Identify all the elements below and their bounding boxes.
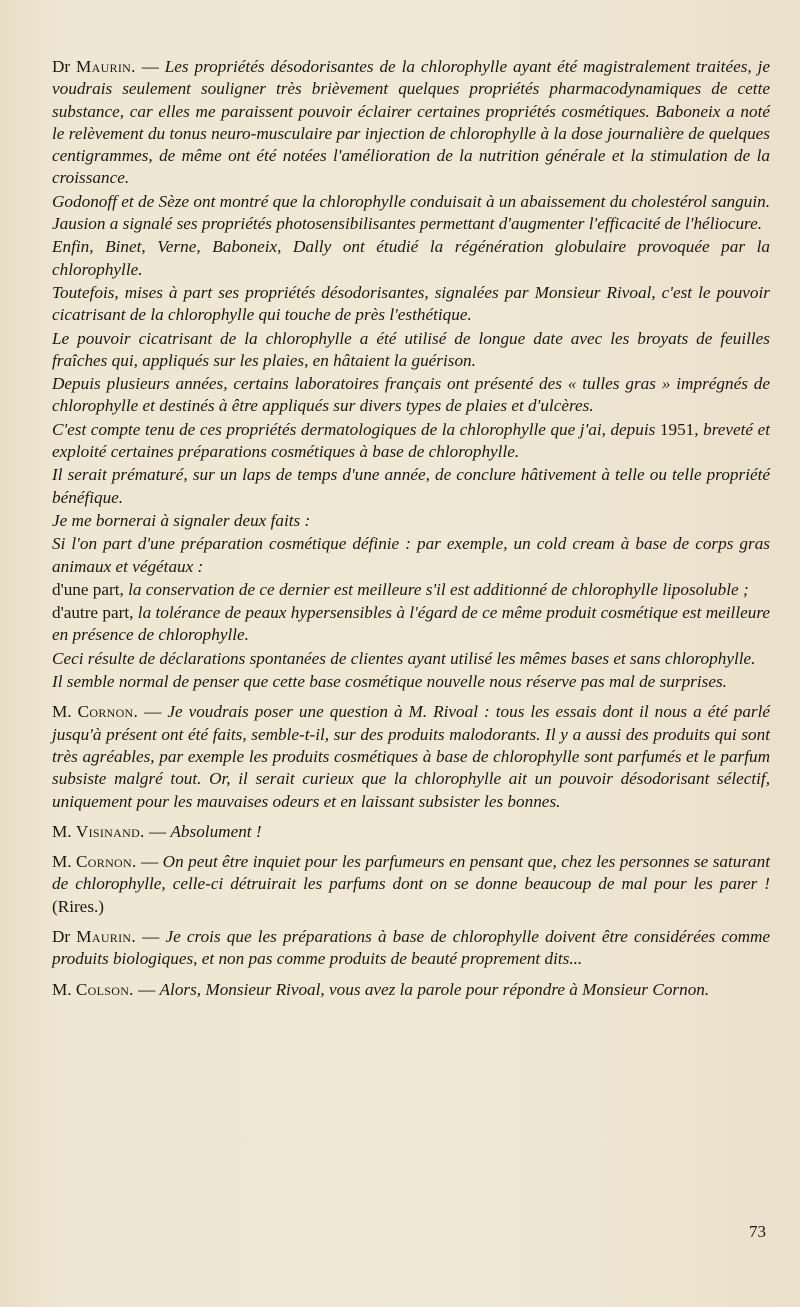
paragraph-cornon-2: M. Cornon. — On peut être inquiet pour les parfumeurs en pensant que, chez les personnes se saturant de chlorophylle, celle-ci détruirait les parfums dont on se donne beaucoup de mal pour les parer ! (Rires.) (52, 852, 770, 916)
paragraph: Ceci résulte de déclarations spontanées de clientes ayant utilisé les mêmes bases et sans chlorophylle. (52, 648, 756, 668)
paragraph: Il serait prématuré, sur un laps de temps d'une année, de conclure hâtivement à telle ou telle propriété bénéfique. (52, 465, 770, 507)
paragraph: Il semble normal de penser que cette base cosmétique nouvelle nous réserve pas mal de surprises. (52, 672, 727, 692)
speaker-title: M. (52, 979, 72, 999)
speaker-name: Colson. (75, 979, 134, 999)
paragraph-colson: M. Colson. — Alors, Monsieur Rivoal, vous avez la parole pour répondre à Monsieur Cornon. (52, 979, 710, 999)
paragraph-text: On peut être inquiet pour les parfumeurs en pensant que, chez les personnes se saturant de chlorophylle, celle-ci détruirait les parfums dont on se donne beaucoup de mal pour les parer ! (52, 852, 770, 894)
paragraph: Godonoff et de Sèze ont montré que la chlorophylle conduisait à un abaissement du cholestérol sanguin. Jausion a signalé ses propriétés photosensibilisantes permettant d'augmenter l'efficacité de l'héliocure. (52, 191, 770, 234)
paragraph-text: Je crois que les préparations à base de chlorophylle doivent être considérées comme produits biologiques, et non pas comme produits de beauté proprement dits... (52, 926, 771, 969)
paragraph: d'autre part, la tolérance de peaux hypersensibles à l'égard de ce même produit cosmétique est meilleure en présence de chlorophylle. (52, 603, 771, 645)
paragraph: Enfin, Binet, Verne, Baboneix, Dally ont étudié la régénération globulaire provoquée par la chlorophylle. (52, 237, 770, 279)
speaker-name: Cornon. (76, 852, 137, 872)
speaker-name: Maurin. (76, 926, 136, 946)
paragraph: Toutefois, mises à part ses propriétés désodorisantes, signalées par Monsieur Rivoal, c'est le pouvoir cicatrisant de la chlorophylle qui touche de près l'esthétique. (52, 282, 770, 325)
speaker-title: M. (52, 821, 72, 841)
year: 1951 (659, 419, 695, 439)
paragraph: Je me bornerai à signaler deux faits : (52, 510, 311, 530)
paragraph-cornon-1: M. Cornon. — Je voudrais poser une question à M. Rivoal : tous les essais dont il nous a été parlé jusqu'à présent ont été faits, semble-t-il, sur des produits malodorants. Il y a aussi des produits qui sont très agréables, par exemple les produits cosmétiques à base de chlorophylle sont parfumés et le parfum subsiste malgré tout. Or, il serait curieux que la chlorophylle ait un pouvoir désodorisant sélectif, uniquement pour les mauvaises odeurs et en laissant subsister les bonnes. (52, 702, 770, 811)
paragraph: Si l'on part d'une préparation cosmétique définie : par exemple, un cold cream à base de corps gras animaux et végétaux : (52, 534, 770, 576)
paragraph: C'est compte tenu de ces propriétés dermatologiques de la chlorophylle que j'ai, depuis 1951, breveté et exploité certaines préparations cosmétiques à base de chlorophylle. (52, 419, 770, 462)
speaker-title: M. (52, 702, 72, 722)
paragraph: Le pouvoir cicatrisant de la chlorophylle a été utilisé de longue date avec les broyats de feuilles fraîches qui, appliqués sur les plaies, en hâtaient la guérison. (52, 328, 770, 370)
speaker-title: M. (52, 852, 72, 872)
speaker-title: Dr (52, 926, 71, 946)
page-number: 73 (749, 1222, 766, 1241)
paragraph-text: Alors, Monsieur Rivoal, vous avez la parole pour répondre à Monsieur Cornon. (159, 979, 710, 999)
speaker-name: Cornon. (77, 702, 139, 722)
paragraph: d'une part, la conservation de ce dernier est meilleure s'il est additionné de chlorophylle liposoluble ; (52, 579, 749, 599)
stage-note: (Rires.) (52, 896, 105, 916)
paragraph-text: Les propriétés désodorisantes de la chlorophylle ayant été magistralement traitées, je voudrais seulement souligner très brièvement quelques propriétés pharmacodynamiques de cette substance, car elles me paraissent pouvoir éclairer certaines propriétés cosmétiques. Baboneix a noté le relèvement du tonus neuro-musculaire par injection de chlorophylle à la dose journalière de quelques centigrammes, de même ont été notées l'amélioration de la nutrition générale et la stimulation de la croissance. (52, 57, 771, 188)
paragraph: Depuis plusieurs années, certains laboratoires français ont présenté des « tulles gras » imprégnés de chlorophylle et destinés à être appliqués sur divers types de plaies et d'ulcères. (52, 374, 770, 416)
paragraph-visinand: M. Visinand. — Absolument ! (52, 821, 262, 841)
speaker-name: Visinand. (75, 821, 145, 841)
paragraph-maurin-2: Dr Maurin. — Je crois que les préparations à base de chlorophylle doivent être considérées comme produits biologiques, et non pas comme produits de beauté proprement dits... (52, 926, 771, 969)
paragraph-maurin-1: Dr Maurin. — Les propriétés désodorisantes de la chlorophylle ayant été magistralement traitées, je voudrais seulement souligner très brièvement quelques propriétés pharmacodynamiques de cette substance, car elles me paraissent pouvoir éclairer certaines propriétés cosmétiques. Baboneix a noté le relèvement du tonus neuro-musculaire par injection de chlorophylle à la dose journalière de quelques centigrammes, de même ont été notées l'amélioration de la nutrition générale et la stimulation de la croissance. (52, 57, 771, 188)
body-text (52, 56, 770, 1001)
paragraph-text: Je voudrais poser une question à M. Rivoal : tous les essais dont il nous a été parlé jusqu'à présent ont été faits, semble-t-il, sur des produits malodorants. Il y a aussi des produits qui sont très agréables, par exemple les produits cosmétiques à base de chlorophylle sont parfumés et le parfum subsiste malgré tout. Or, il serait curieux que la chlorophylle ait un pouvoir désodorisant sélectif, uniquement pour les mauvaises odeurs et en laissant subsister les bonnes. (52, 702, 770, 811)
speaker-title: Dr (52, 57, 71, 76)
paragraph-text: Absolument ! (170, 821, 262, 841)
speaker-name: Maurin. (76, 57, 136, 76)
